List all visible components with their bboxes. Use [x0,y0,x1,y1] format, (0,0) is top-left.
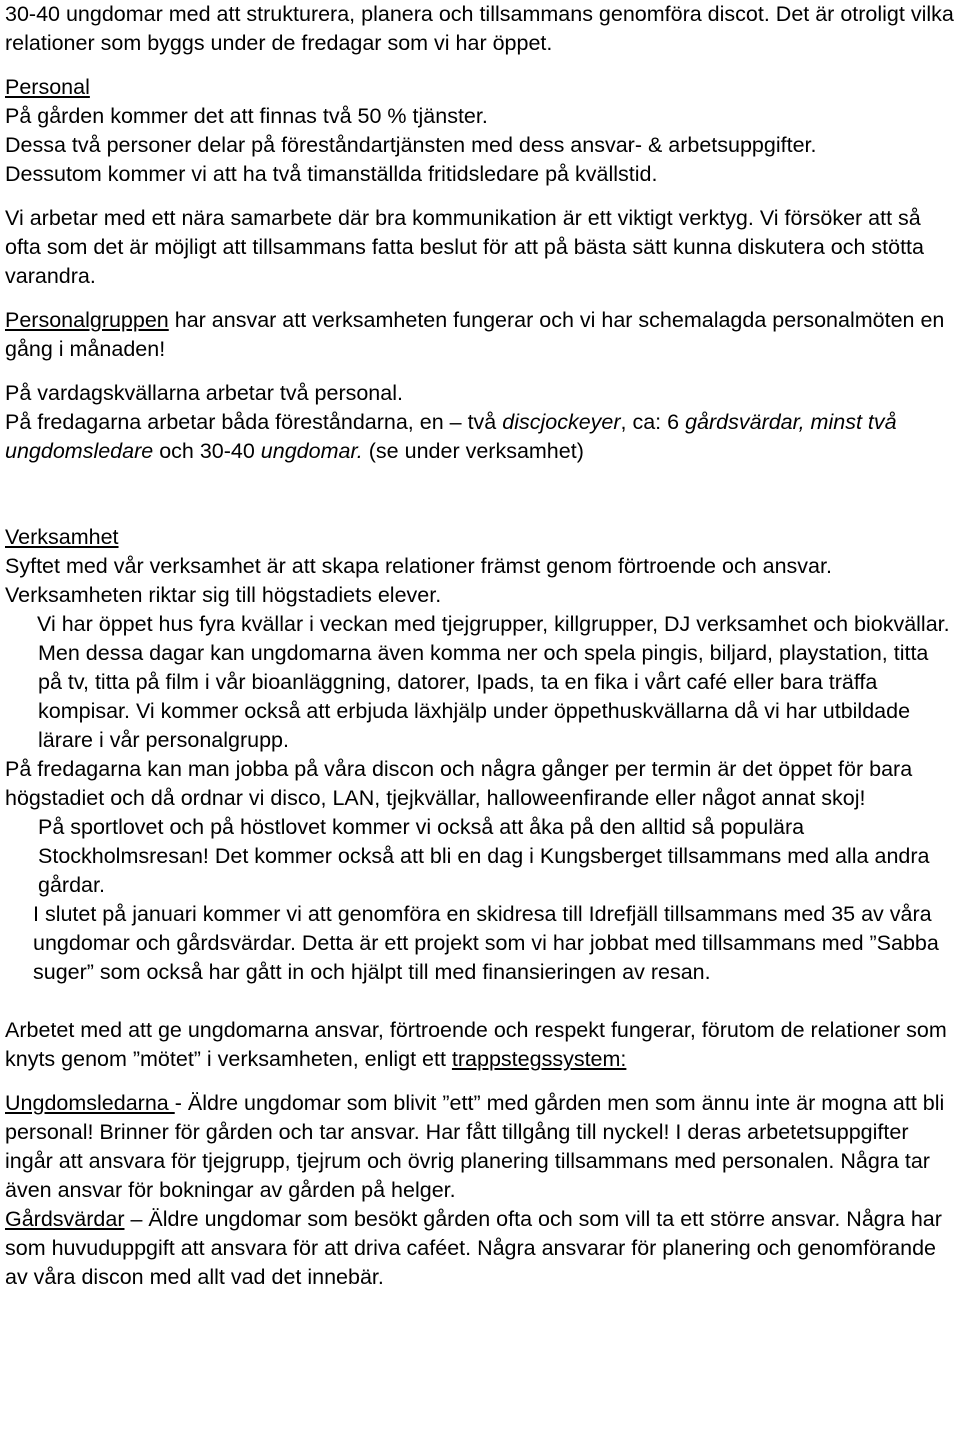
verksamhet-paragraph-1: Syftet med vår verksamhet är att skapa relationer främst genom förtroende och ansvar. Verksamheten riktar sig till högstadiets elever. [5,554,832,607]
vardag-line: På vardagskvällarna arbetar två personal. [5,381,403,405]
arbetet-paragraph [5,1016,957,1074]
personal-line-1: På gården kommer det att finnas två 50 % tjänster. [5,104,488,128]
fredag-text-d: (se under verksamhet) [362,439,584,463]
personal-heading: Personal [5,75,90,99]
fredag-text-c: och 30-40 [153,439,261,463]
verksamhet-paragraph-2 [5,610,957,755]
personal-line-2: Dessa två personer delar på föreståndartjänsten med dess ansvar- & arbetsuppgifter. [5,133,817,157]
samarbete-paragraph: Vi arbetar med ett nära samarbete där bra kommunikation är ett viktigt verktyg. Vi försöker att så ofta som det är möjligt att tillsammans fatta beslut för att på bästa sätt kunna diskutera och stötta varandra. [5,206,924,288]
personal-line-3: Dessutom kommer vi att ha två timanställda fritidsledare på kvällstid. [5,162,658,186]
gardsvardar-label: Gårdsvärdar [5,1207,125,1231]
ungdomsledarna-paragraph [5,1089,957,1205]
verksamhet-paragraph-5 [5,900,957,987]
ungdomsledarna-label: Ungdomsledarna [5,1091,175,1115]
fredag-text-a: På fredagarna arbetar båda föreståndarna, en – två [5,410,503,434]
fredag-ungdomar: ungdomar. [260,439,363,463]
verksamhet-section [5,523,957,987]
document-page [5,0,957,1292]
personalgruppen-link: Personalgruppen [5,308,169,332]
verksamhet-paragraph-5-text: I slutet på januari kommer vi att genomföra en skidresa till Idrefjäll tillsammans med 35 av våra ungdomar och gårdsvärdar. Detta är ett projekt som vi har jobbat med tillsammans med ”Sabba suger” som också har gått in och hjälpt till med finansieringen av resan. [33,902,939,984]
fredag-gardsvardar: gårdsvärdar, minst två ungdomsledare [5,410,897,463]
verksamhet-heading: Verksamhet [5,525,119,549]
verksamhet-paragraph-3: På fredagarna kan man jobba på våra discon och några gånger per termin är det öppet för bara högstadiet och då ordnar vi disco, LAN, tjejkvällar, halloweenfirande eller något annat skoj! [5,757,913,810]
personalgruppen-text: har ansvar att verksamheten fungerar och vi har schemalagda personalmöten en gång i månaden! [5,308,945,361]
intro-paragraph: 30-40 ungdomar med att strukturera, planera och tillsammans genomföra discot. Det är otroligt vilka relationer som byggs under de fredagar som vi har öppet. [5,2,954,55]
vardag-paragraph [5,379,957,466]
verksamhet-paragraph-2-text: Vi har öppet hus fyra kvällar i veckan med tjejgrupper, killgrupper, DJ verksamhet och biokvällar. Men dessa dagar kan ungdomarna även komma ner och spela pingis, biljard, playstation, titta på tv, titta på film i vår bioanläggning, datorer, Ipads, ta en fika i vårt café eller bara träffa kompisar. Vi kommer också att erbjuda läxhjälp under öppethuskvällarna då vi har utbildade lärare i vår personalgrupp. [37,612,950,752]
arbetet-text: Arbetet med att ge ungdomarna ansvar, förtroende och respekt fungerar, förutom de relationer som knyts genom ”mötet” i verksamheten, enligt ett [5,1018,947,1071]
personal-section [5,73,957,189]
gardsvardar-paragraph [5,1205,957,1292]
fredag-discjockeyer: discjockeyer [502,410,621,434]
fredag-text-b: , ca: 6 [620,410,686,434]
trappstegssystem-link: trappstegssystem: [451,1047,627,1071]
verksamhet-paragraph-4 [5,813,957,900]
verksamhet-paragraph-4-text: På sportlovet och på höstlovet kommer vi också att åka på den alltid så populära Stockholmsresan! Det kommer också att bli en dag i Kungsberget tillsammans med alla andra gårdar. [38,815,930,897]
gardsvardar-text: – Äldre ungdomar som besökt gården ofta och som vill ta ett större ansvar. Några har som huvuduppgift att ansvara för att driva caféet. Några ansvarar för planering och genomförande av våra discon med allt vad det innebär. [5,1207,942,1289]
ungdomsledarna-text: - Äldre ungdomar som blivit ”ett” med gården men som ännu inte är mogna att bli personal! Brinner för gården och tar ansvar. Har fått tillgång till nyckel! I deras arbetetsuppgifter ingår att ansvara för tjejgrupp, tjejrum och övrig planering tillsammans med personalen. Några tar även ansvar för bokningar av gården på helger. [5,1091,945,1202]
personalgruppen-paragraph [5,306,957,364]
